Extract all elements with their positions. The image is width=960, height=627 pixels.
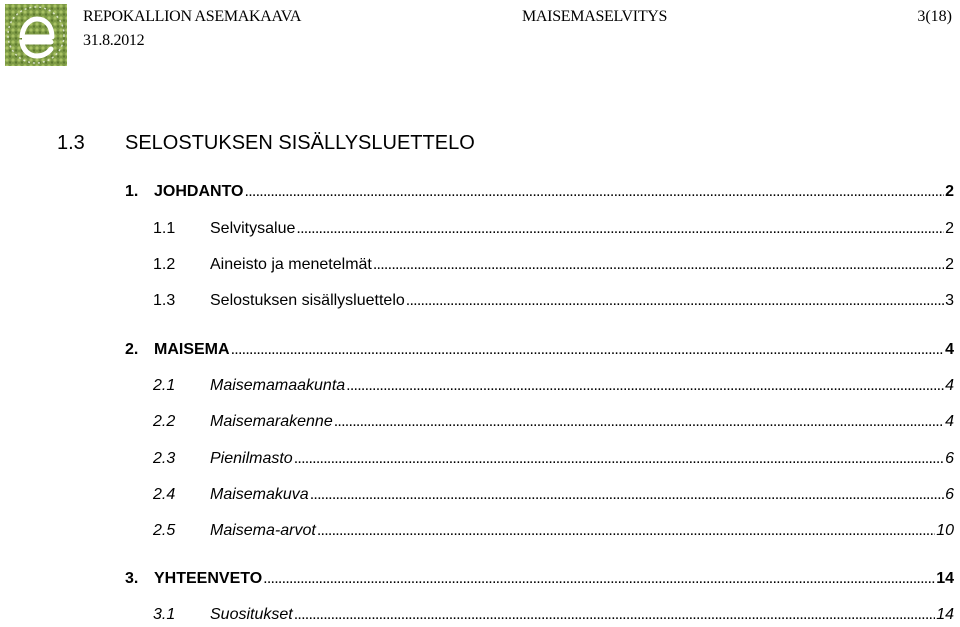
toc-entry-number: 3.1 — [153, 606, 176, 623]
toc-entry-yhteenveto[interactable] — [0, 569, 960, 591]
toc-entry-maisemamaakunta[interactable] — [0, 376, 960, 398]
toc-entry-number: 2.5 — [153, 522, 176, 539]
header-project-title: REPOKALLION ASEMAKAAVA — [83, 8, 302, 25]
toc-entry-title: MAISEMA — [154, 341, 230, 358]
toc-entry-page: 14 — [936, 570, 954, 587]
toc-leader-dots — [263, 569, 935, 589]
toc-leader-dots — [245, 182, 945, 202]
toc-entry-page: 2 — [945, 220, 954, 237]
toc-entry-title: Maisemamaakunta — [210, 377, 346, 394]
toc-entry-title: Selvitysalue — [210, 220, 296, 237]
section-heading — [57, 131, 475, 155]
toc-entry-title: Maisemakuva — [210, 486, 309, 503]
toc-entry-number: 2.3 — [153, 450, 176, 467]
toc-entry-aineisto[interactable] — [0, 255, 960, 277]
toc-entry-maisema-arvot[interactable] — [0, 521, 960, 543]
toc-leader-dots — [373, 255, 944, 275]
toc-entry-number: 1.1 — [153, 220, 176, 237]
toc-leader-dots — [231, 340, 945, 360]
toc-entry-page: 2 — [945, 183, 954, 200]
toc-entry-selostuksen[interactable] — [0, 291, 960, 313]
toc-entry-maisemakuva[interactable] — [0, 485, 960, 507]
letter-e-logo-icon — [5, 4, 67, 66]
header-document-title: MAISEMASELVITYS — [522, 8, 668, 25]
toc-entry-number: 2. — [125, 341, 139, 358]
toc-entry-pienilmasto[interactable] — [0, 449, 960, 471]
toc-leader-dots — [294, 449, 944, 469]
toc-entry-page: 10 — [936, 522, 954, 539]
toc-entry-number: 3. — [125, 570, 139, 587]
toc-leader-dots — [317, 521, 935, 541]
toc-entry-page: 6 — [945, 450, 954, 467]
toc-leader-dots — [346, 376, 944, 396]
toc-entry-title: Aineisto ja menetelmät — [210, 256, 372, 273]
toc-entry-page: 4 — [945, 377, 954, 394]
toc-entry-number: 2.1 — [153, 377, 176, 394]
toc-entry-maisemarakenne[interactable] — [0, 412, 960, 434]
section-number: 1.3 — [57, 132, 85, 154]
toc-entry-title: Pienilmasto — [210, 450, 293, 467]
toc-entry-number: 1.3 — [153, 292, 176, 309]
toc-entry-title: Maisema-arvot — [210, 522, 316, 539]
toc-entry-title: Suositukset — [210, 606, 293, 623]
toc-entry-page: 14 — [936, 606, 954, 623]
toc-entry-page: 6 — [945, 486, 954, 503]
toc-entry-title: JOHDANTO — [154, 183, 244, 200]
toc-leader-dots — [334, 412, 944, 432]
header-date: 31.8.2012 — [83, 32, 145, 49]
toc-leader-dots — [406, 291, 944, 311]
toc-entry-number: 1.2 — [153, 256, 176, 273]
toc-leader-dots — [296, 219, 944, 239]
toc-entry-maisema[interactable] — [0, 340, 960, 362]
toc-entry-number: 2.4 — [153, 486, 176, 503]
toc-entry-title: YHTEENVETO — [154, 570, 263, 587]
toc-entry-page: 4 — [945, 341, 954, 358]
toc-entry-page: 2 — [945, 256, 954, 273]
toc-entry-selvitysalue[interactable] — [0, 219, 960, 241]
toc-entry-title: Maisemarakenne — [210, 413, 333, 430]
toc-entry-number: 2.2 — [153, 413, 176, 430]
toc-leader-dots — [310, 485, 944, 505]
toc-entry-title: Selostuksen sisällysluettelo — [210, 292, 405, 309]
section-title: SELOSTUKSEN SISÄLLYSLUETTELO — [125, 132, 475, 154]
toc-leader-dots — [294, 605, 935, 625]
toc-entry-number: 1. — [125, 183, 139, 200]
toc-entry-page: 3 — [945, 292, 954, 309]
toc-entry-page: 4 — [945, 413, 954, 430]
toc-entry-johdanto[interactable] — [0, 182, 960, 204]
header-page-number: 3(18) — [917, 8, 952, 25]
